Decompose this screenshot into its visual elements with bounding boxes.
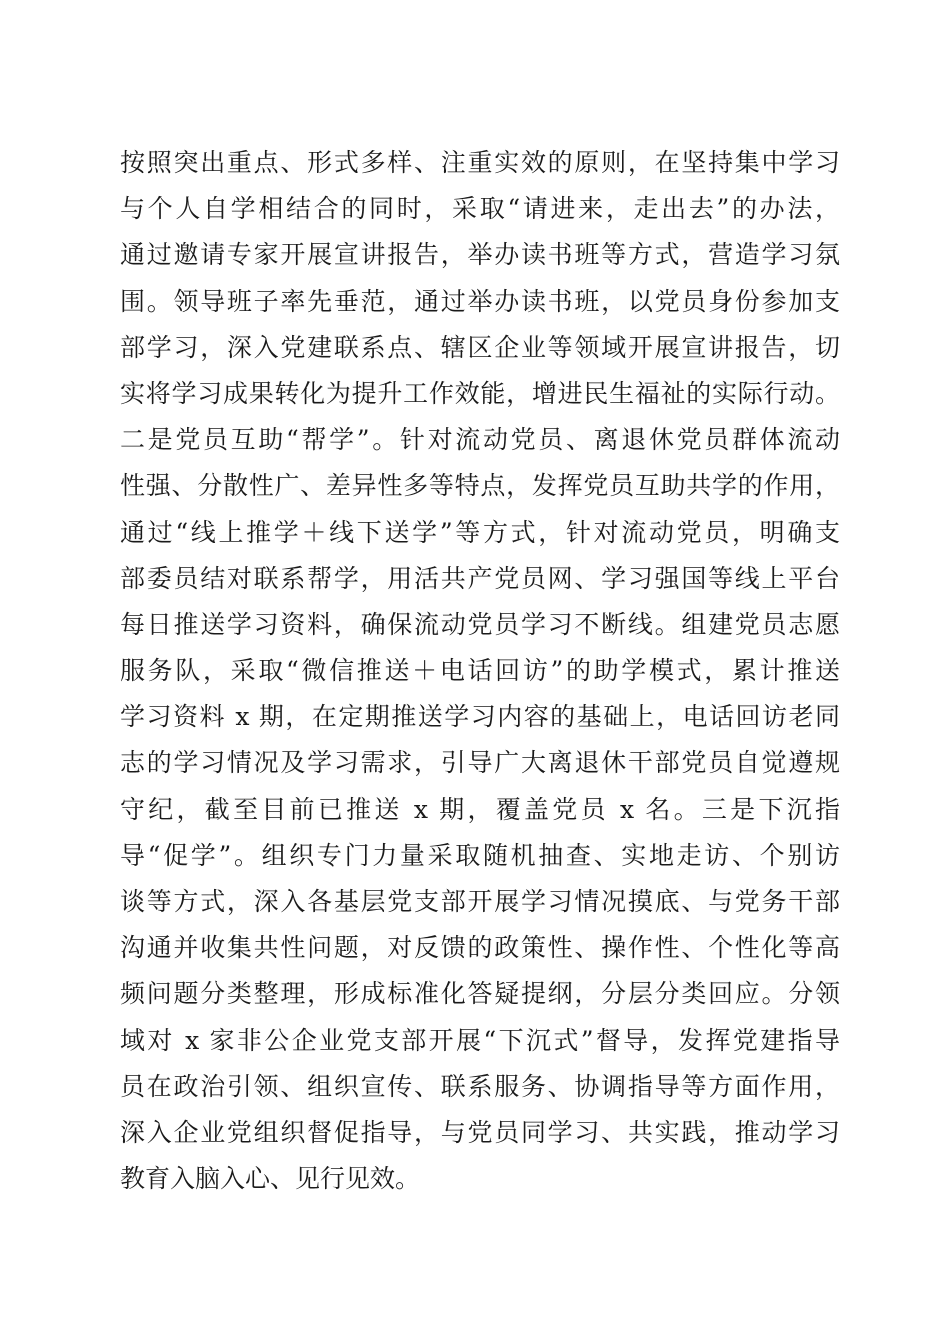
text-line: 通过邀请专家开展宣讲报告，举办读书班等方式，营造学习氛: [120, 240, 840, 270]
body-paragraph: [120, 140, 840, 1202]
text-line: 按照突出重点、形式多样、注重实效的原则，在坚持集中学习: [120, 148, 840, 177]
text-line: 域对 x 家非公企业党支部开展“下沉式”督导，发挥党建指导: [120, 1025, 840, 1055]
text-line: 服务队，采取“微信推送＋电话回访”的助学模式，累计推送: [120, 656, 840, 686]
text-line: 教育入脑入心、见行见效。: [120, 1164, 421, 1194]
text-line: 员在政治引领、组织宣传、联系服务、协调指导等方面作用，: [120, 1071, 840, 1101]
text-line: 学习资料 x 期，在定期推送学习内容的基础上，电话回访老同: [120, 702, 840, 732]
text-line: 深入企业党组织督促指导，与党员同学习、共实践，推动学习: [120, 1117, 840, 1147]
text-line: 部学习，深入党建联系点、辖区企业等领域开展宣讲报告，切: [120, 332, 840, 362]
text-line: 围。领导班子率先垂范，通过举办读书班，以党员身份参加支: [120, 286, 840, 316]
text-line: 守纪，截至目前已推送 x 期，覆盖党员 x 名。三是下沉指: [120, 794, 840, 824]
text-line: 谈等方式，深入各基层党支部开展学习情况摸底、与党务干部: [120, 887, 840, 916]
text-line: 沟通并收集共性问题，对反馈的政策性、操作性、个性化等高: [120, 933, 840, 963]
text-line: 导“促学”。组织专门力量采取随机抽查、实地走访、个别访: [120, 840, 840, 870]
text-line: 频问题分类整理，形成标准化答疑提纲，分层分类回应。分领: [120, 979, 840, 1009]
text-line: 性强、分散性广、差异性多等特点，发挥党员互助共学的作用，: [120, 471, 840, 501]
text-line: 志的学习情况及学习需求，引导广大离退休干部党员自觉遵规: [120, 748, 840, 778]
text-line: 部委员结对联系帮学，用活共产党员网、学习强国等线上平台: [120, 563, 840, 593]
text-line: 每日推送学习资料，确保流动党员学习不断线。组建党员志愿: [120, 609, 840, 639]
text-line: 通过“线上推学＋线下送学”等方式，针对流动党员，明确支: [120, 517, 840, 547]
text-line: 二是党员互助“帮学”。针对流动党员、离退休党员群体流动: [120, 425, 840, 455]
text-line: 实将学习成果转化为提升工作效能，增进民生福祉的实际行动。: [120, 378, 840, 408]
text-line: 与个人自学相结合的同时，采取“请进来，走出去”的办法，: [120, 194, 840, 224]
